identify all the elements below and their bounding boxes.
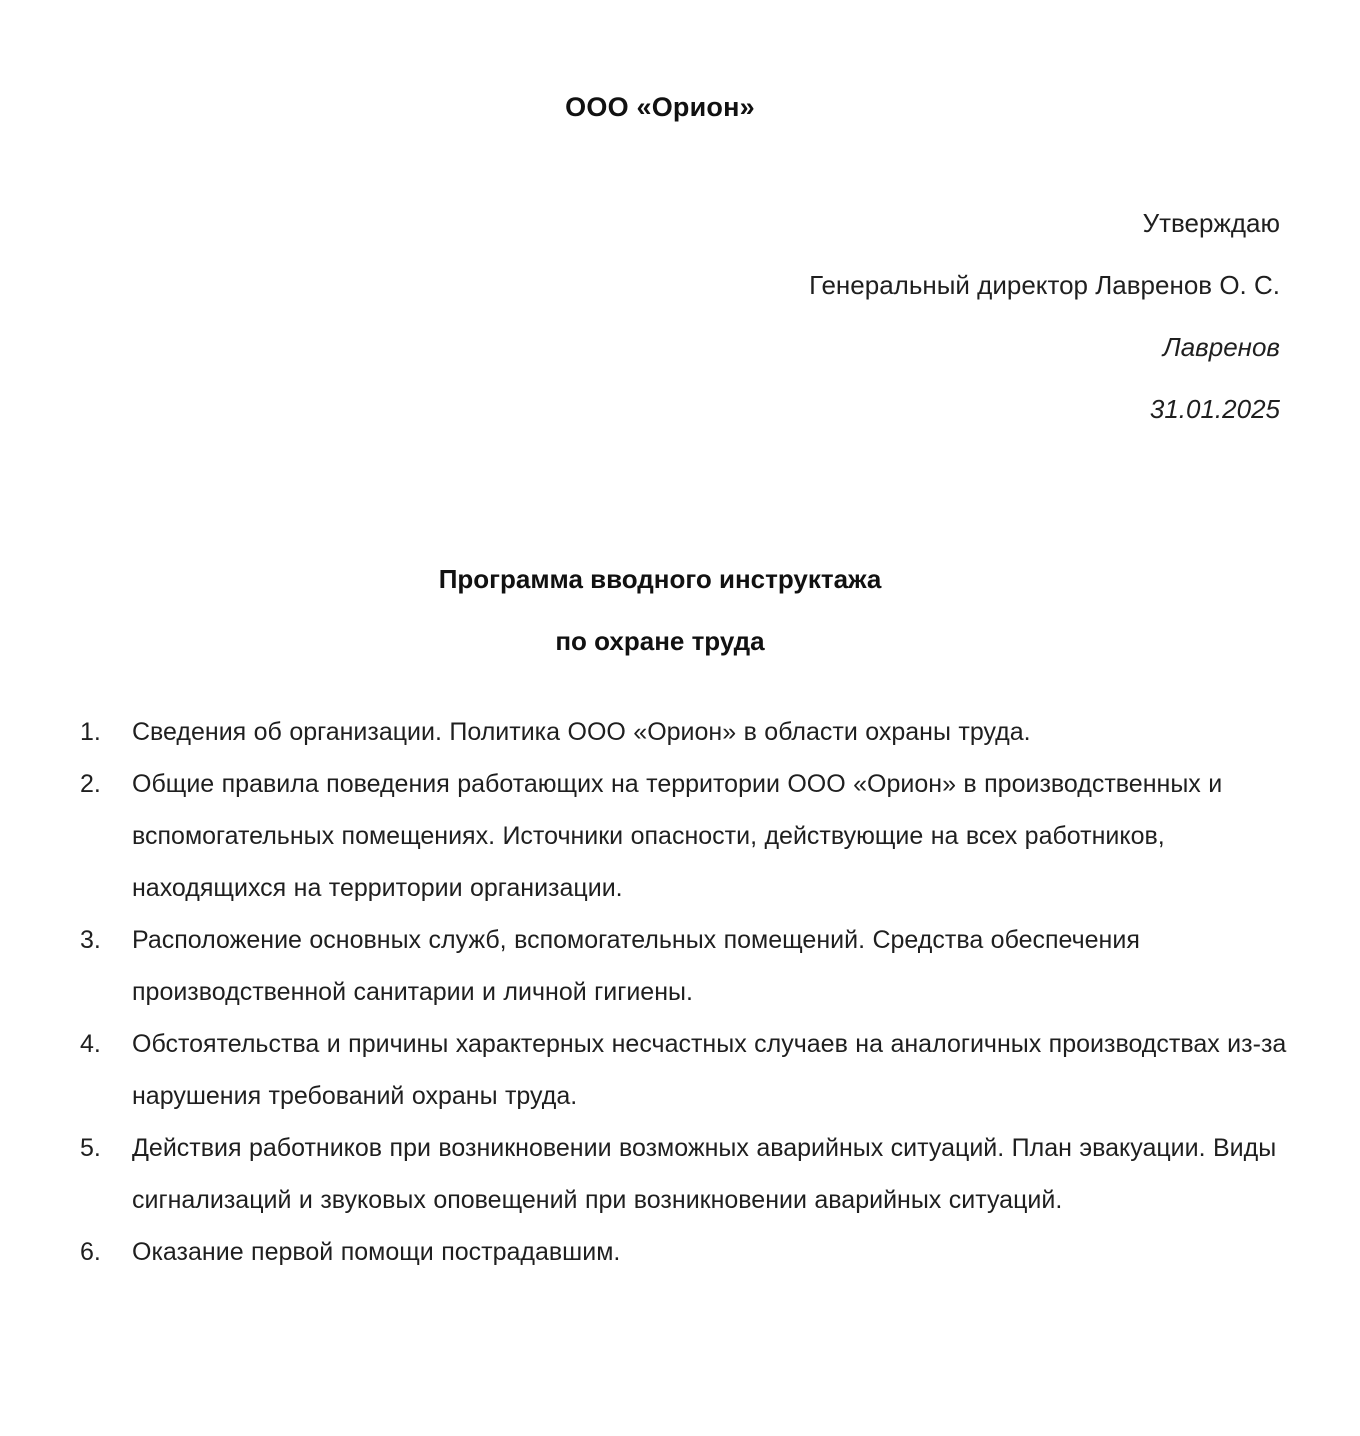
list-item-text: Оказание первой помощи пострадавшим. <box>132 1238 621 1266</box>
list-item-number: 3. <box>80 926 101 954</box>
list-item-text: Расположение основных служб, вспомогательных помещений. Средства обеспечения производственной санитарии и личной гигиены. <box>132 926 1140 1006</box>
list-item-number: 2. <box>80 770 101 798</box>
list-item <box>80 706 1290 758</box>
list-item-number: 5. <box>80 1134 101 1162</box>
list-item <box>80 1018 1290 1122</box>
list-item <box>80 1122 1290 1226</box>
document-heading-line-2: по охране труда <box>555 626 765 656</box>
list-item-text: Обстоятельства и причины характерных несчастных случаев на аналогичных производствах из-за нарушения требований охраны труда. <box>132 1030 1287 1110</box>
approval-position-name: Генеральный директор Лавренов О. С. <box>809 270 1280 300</box>
program-list <box>80 706 1290 1278</box>
list-item-number: 4. <box>80 1030 101 1058</box>
list-item <box>80 758 1290 914</box>
approval-signature: Лавренов <box>1162 332 1280 362</box>
approval-word: Утверждаю <box>1142 208 1280 238</box>
list-item-number: 1. <box>80 718 101 746</box>
list-item-number: 6. <box>80 1238 101 1266</box>
list-item-text: Сведения об организации. Политика ООО «Орион» в области охраны труда. <box>132 718 1031 746</box>
approval-date: 31.01.2025 <box>1149 394 1280 424</box>
document-heading <box>0 548 1320 672</box>
organization-title: ООО «Орион» <box>565 92 755 122</box>
list-item-text: Общие правила поведения работающих на территории ООО «Орион» в производственных и вспомогательных помещениях. Источники опасности, действующие на всех работников, находящихся на территории организации. <box>132 770 1223 902</box>
list-item <box>80 914 1290 1018</box>
approval-block <box>520 192 1280 440</box>
document-heading-line-1: Программа вводного инструктажа <box>438 564 882 594</box>
list-item <box>80 1226 1290 1278</box>
list-item-text: Действия работников при возникновении возможных аварийных ситуаций. План эвакуации. Виды сигнализаций и звуковых оповещений при возникновении аварийных ситуаций. <box>132 1134 1277 1214</box>
